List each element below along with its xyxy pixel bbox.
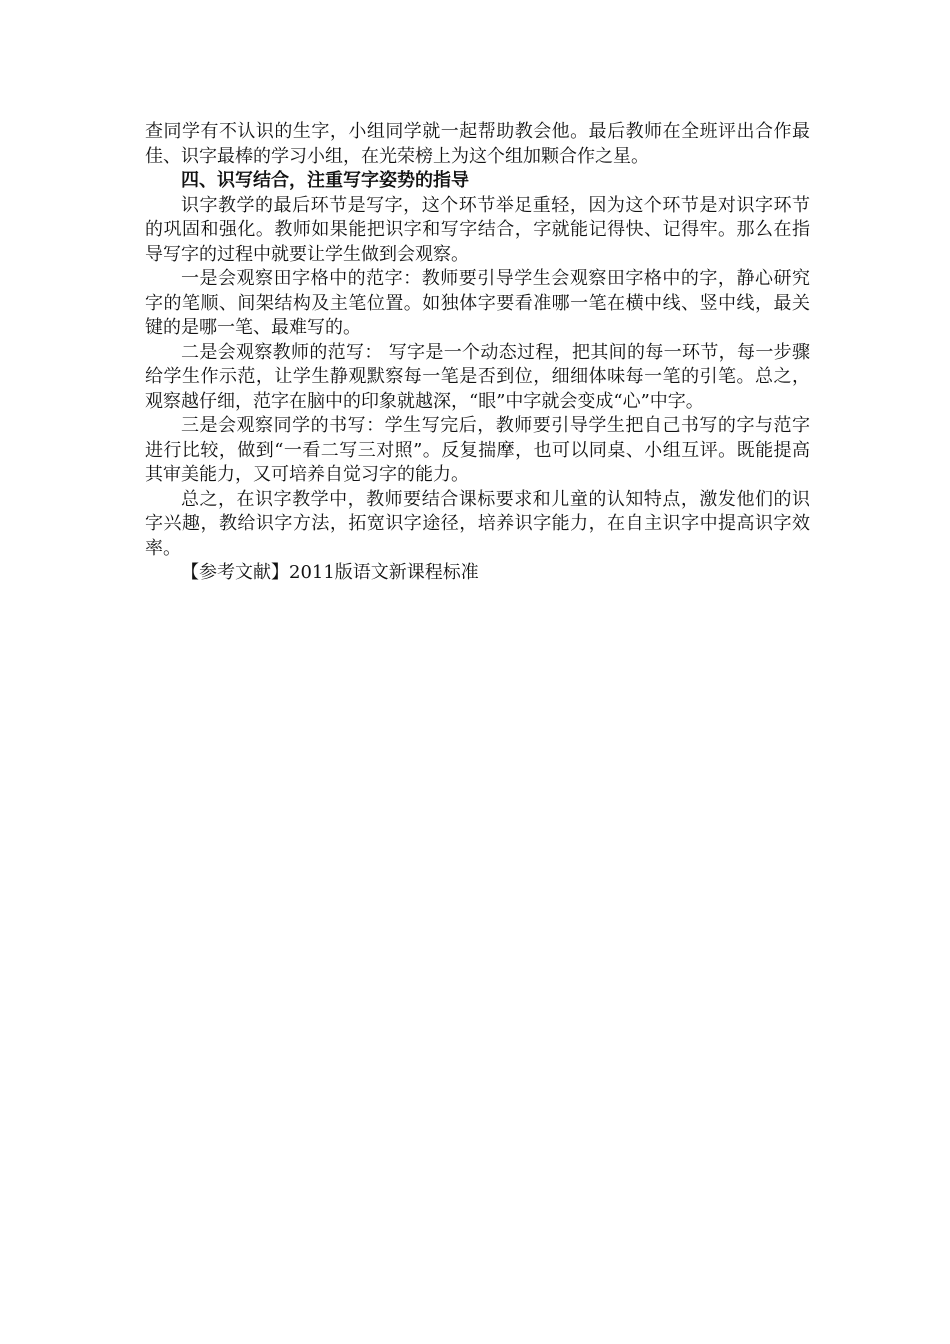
- reference-line: 【参考文献】2011版语文新课程标准: [181, 562, 479, 583]
- document-body: [145, 120, 810, 586]
- body-paragraph: 一是会观察田字格中的范字：教师要引导学生会观察田字格中的字，静心研究字的笔顺、间架结构及主笔位置。如独体字要看准哪一笔在横中线、竖中线，最关键的是哪一笔、最难写的。: [145, 268, 810, 338]
- body-paragraph: 三是会观察同学的书写：学生写完后，教师要引导学生把自己书写的字与范字进行比较，做到“一看二写三对照”。反复揣摩，也可以同桌、小组互评。既能提高其审美能力，又可培养自觉习字的能力。: [145, 415, 810, 485]
- conclusion-paragraph: 总之，在识字教学中，教师要结合课标要求和儿童的认知特点，激发他们的识字兴趣，教给识字方法，拓宽识字途径，培养识字能力，在自主识字中提高识字效率。: [145, 488, 810, 559]
- body-paragraph: 识字教学的最后环节是写字，这个环节举足重轻，因为这个环节是对识字环节的巩固和强化。教师如果能把识字和写字结合，字就能记得快、记得牢。那么在指导写字的过程中就要让学生做到会观察。: [145, 194, 810, 265]
- section-heading: 四、识写结合，注重写字姿势的指导: [181, 170, 469, 191]
- continuation-paragraph: 查同学有不认识的生字，小组同学就一起帮助教会他。最后教师在全班评出合作最佳、识字最棒的学习小组，在光荣榜上为这个组加颗合作之星。: [145, 121, 810, 167]
- body-paragraph: 二是会观察教师的范写： 写字是一个动态过程，把其间的每一环节，每一步骤给学生作示范，让学生静观默察每一笔是否到位，细细体味每一笔的引笔。总之，观察越仔细，范字在脑中的印象就越深，“眼”中字就会变成“心”中字。: [145, 341, 810, 412]
